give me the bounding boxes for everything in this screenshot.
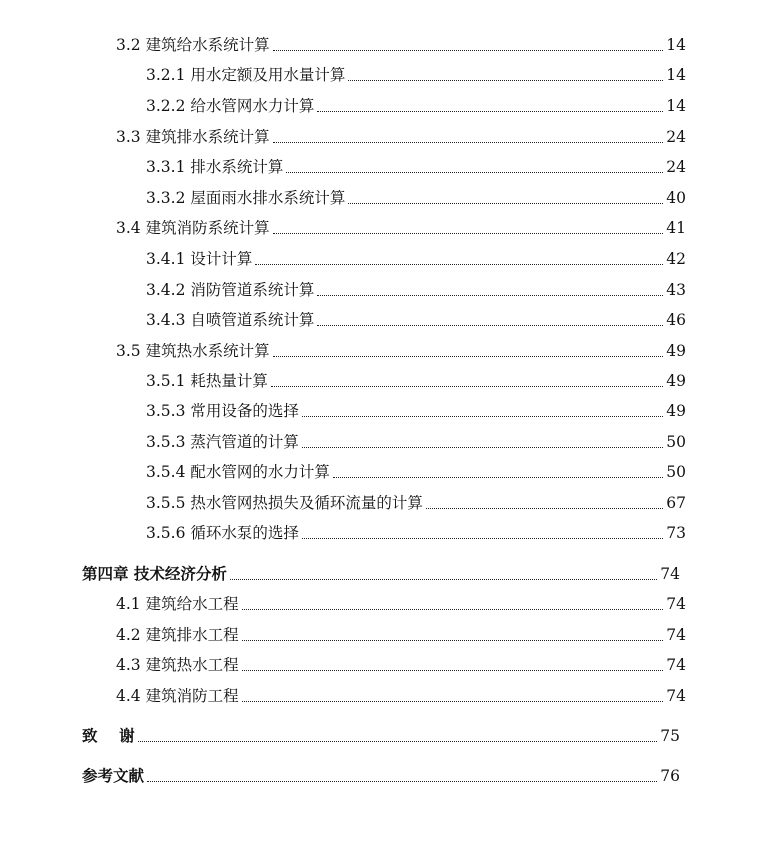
dot-leader	[242, 670, 664, 671]
toc-entry-title: 3.3.2 屋面雨水排水系统计算	[146, 189, 346, 207]
toc-entry-page-number: 50	[666, 433, 686, 451]
toc-entry-title: 参考文献	[82, 766, 145, 785]
dot-leader	[317, 295, 663, 296]
toc-entry-page-number: 24	[666, 158, 686, 176]
dot-leader	[242, 640, 664, 641]
toc-entry-page-number: 49	[666, 372, 686, 390]
toc-entry-3-5-4[interactable]	[146, 460, 686, 484]
toc-entry-page-number: 50	[666, 463, 686, 481]
toc-entry-title: 4.4 建筑消防工程	[116, 687, 239, 705]
toc-entry-3-3-1[interactable]	[146, 155, 686, 179]
dot-leader	[273, 356, 664, 357]
toc-entry-page-number: 74	[666, 626, 686, 644]
toc-entry-3-2-2[interactable]	[146, 94, 686, 118]
dot-leader	[242, 701, 664, 702]
dot-leader	[302, 447, 663, 448]
dot-leader	[138, 741, 658, 742]
toc-entry-page-number: 76	[660, 767, 680, 785]
toc-entry-page-number: 42	[666, 250, 686, 268]
toc-entry-3-5[interactable]	[116, 339, 686, 363]
toc-entry-3-5-1[interactable]	[146, 369, 686, 393]
toc-entry-page-number: 74	[666, 687, 686, 705]
toc-entry-3-4-2[interactable]	[146, 278, 686, 302]
toc-entry-page-number: 67	[666, 494, 686, 512]
toc-entry-page-number: 14	[666, 36, 686, 54]
toc-entry-3-5-3b[interactable]	[146, 430, 686, 454]
toc-entry-4-2[interactable]	[116, 623, 686, 647]
toc-entry-title: 3.3.1 排水系统计算	[146, 158, 284, 176]
toc-entry-page-number: 14	[666, 97, 686, 115]
toc-entry-title: 3.2 建筑给水系统计算	[116, 36, 270, 54]
dot-leader	[333, 477, 663, 478]
toc-entry-acknowledgements[interactable]	[82, 724, 680, 748]
toc-entry-title: 3.4.1 设计计算	[146, 250, 253, 268]
toc-entry-references[interactable]	[82, 764, 680, 788]
toc-entry-title: 3.4.2 消防管道系统计算	[146, 281, 315, 299]
toc-entry-3-5-3a[interactable]	[146, 399, 686, 423]
toc-entry-page-number: 41	[666, 219, 686, 237]
toc-entry-title: 3.2.1 用水定额及用水量计算	[146, 66, 346, 84]
toc-entry-page-number: 74	[666, 595, 686, 613]
dot-leader	[317, 111, 663, 112]
toc-entry-3-4[interactable]	[116, 216, 686, 240]
toc-entry-page-number: 74	[660, 565, 680, 583]
dot-leader	[286, 172, 663, 173]
dot-leader	[230, 579, 657, 580]
toc-entry-title: 3.4.3 自喷管道系统计算	[146, 311, 315, 329]
dot-leader	[255, 264, 663, 265]
toc-entry-title: 3.2.2 给水管网水力计算	[146, 97, 315, 115]
toc-entry-4-4[interactable]	[116, 684, 686, 708]
toc-entry-title: 致 谢	[82, 726, 135, 745]
toc-entry-page-number: 49	[666, 402, 686, 420]
toc-entry-title: 3.4 建筑消防系统计算	[116, 219, 270, 237]
toc-entry-3-4-1[interactable]	[146, 247, 686, 271]
toc-entry-title: 第四章 技术经济分析	[82, 564, 227, 583]
toc-entry-3-3-2[interactable]	[146, 186, 686, 210]
toc-entry-title: 3.5.1 耗热量计算	[146, 372, 268, 390]
dot-leader	[273, 50, 664, 51]
dot-leader	[348, 80, 663, 81]
toc-entry-page-number: 74	[666, 656, 686, 674]
toc-entry-page-number: 24	[666, 128, 686, 146]
toc-entry-3-3[interactable]	[116, 125, 686, 149]
toc-entry-page-number: 73	[666, 524, 686, 542]
toc-entry-title: 3.5.3 常用设备的选择	[146, 402, 299, 420]
toc-entry-page-number: 46	[666, 311, 686, 329]
toc-entry-title: 4.1 建筑给水工程	[116, 595, 239, 613]
toc-entry-3-2[interactable]	[116, 33, 686, 57]
toc-entry-page-number: 40	[666, 189, 686, 207]
toc-entry-page-number: 43	[666, 281, 686, 299]
toc-entry-title: 3.5.6 循环水泵的选择	[146, 524, 299, 542]
dot-leader	[302, 416, 663, 417]
dot-leader	[242, 609, 664, 610]
toc-entry-title: 3.5.4 配水管网的水力计算	[146, 463, 330, 481]
toc-entry-3-2-1[interactable]	[146, 63, 686, 87]
toc-entry-page-number: 49	[666, 342, 686, 360]
toc-entry-3-4-3[interactable]	[146, 308, 686, 332]
toc-entry-title: 3.5.3 蒸汽管道的计算	[146, 433, 299, 451]
toc-entry-page-number: 14	[666, 66, 686, 84]
dot-leader	[317, 325, 663, 326]
toc-entry-page-number: 75	[660, 727, 680, 745]
toc-entry-chapter-4[interactable]	[82, 562, 680, 586]
toc-entry-4-3[interactable]	[116, 653, 686, 677]
dot-leader	[302, 538, 663, 539]
dot-leader	[273, 233, 664, 234]
toc-entry-title: 3.5 建筑热水系统计算	[116, 342, 270, 360]
dot-leader	[426, 508, 663, 509]
toc-entry-title: 4.3 建筑热水工程	[116, 656, 239, 674]
toc-entry-title: 3.5.5 热水管网热损失及循环流量的计算	[146, 494, 423, 512]
toc-entry-title: 3.3 建筑排水系统计算	[116, 128, 270, 146]
toc-entry-4-1[interactable]	[116, 592, 686, 616]
toc-entry-3-5-6[interactable]	[146, 521, 686, 545]
toc-entry-title: 4.2 建筑排水工程	[116, 626, 239, 644]
dot-leader	[348, 203, 663, 204]
dot-leader	[273, 142, 664, 143]
dot-leader	[147, 781, 657, 782]
dot-leader	[271, 386, 663, 387]
toc-entry-3-5-5[interactable]	[146, 491, 686, 515]
